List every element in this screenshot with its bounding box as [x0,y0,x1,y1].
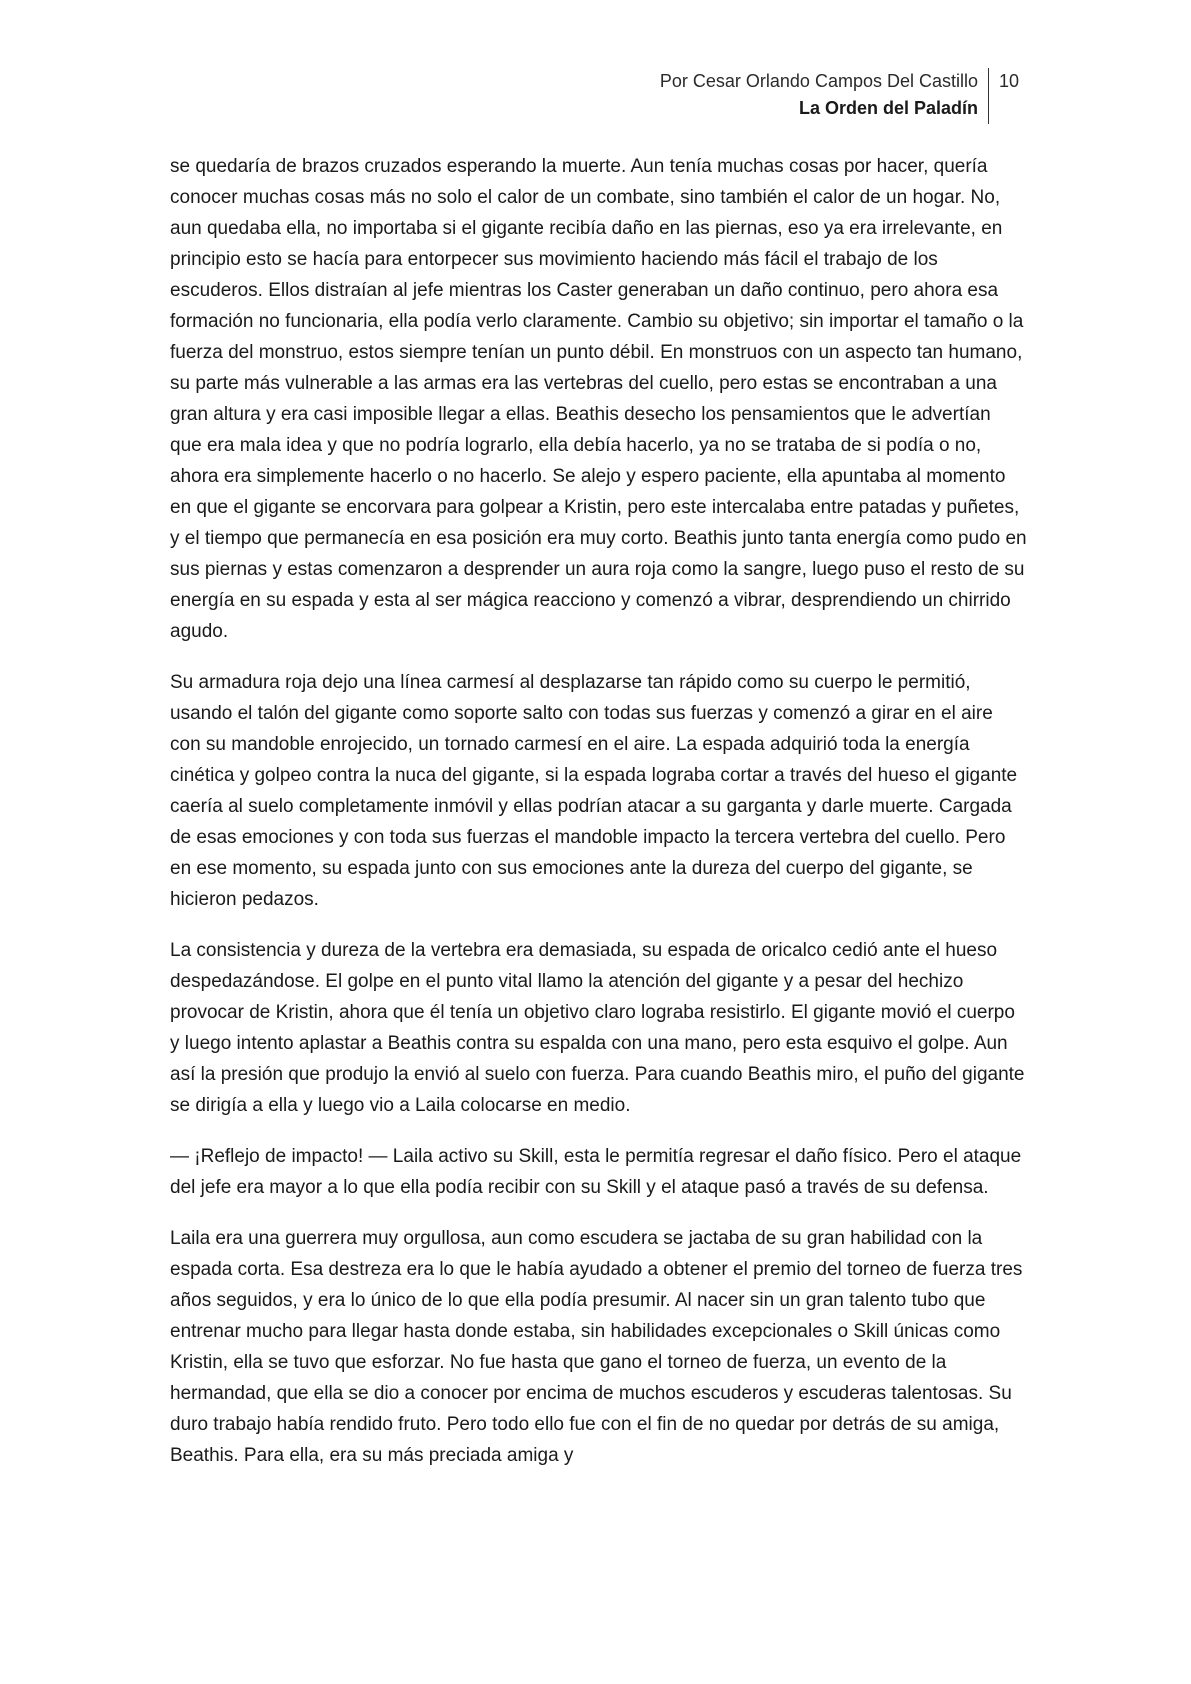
paragraph: Su armadura roja dejo una línea carmesí al desplazarse tan rápido como su cuerpo le permitió, usando el talón del gigante como soporte salto con todas sus fuerzas y comenzó a girar en el aire con su mandoble enrojecido, un tornado carmesí en el aire. La espada adquirió toda la energía cinética y golpeo contra la nuca del gigante, si la espada lograba cortar a través del hueso el gigante caería al suelo completamente inmóvil y ellas podrían atacar a su garganta y darle muerte. Cargada de esas emociones y con toda sus fuerzas el mandoble impacto la tercera vertebra del cuello. Pero en ese momento, su espada junto con sus emociones ante la dureza del cuerpo del gigante, se hicieron pedazos. [170,672,1018,910]
page-number: 10 [999,71,1020,91]
paragraph: La consistencia y dureza de la vertebra era demasiada, su espada de oricalco cedió ante el hueso despedazándose. El golpe en el punto vital llamo la atención del gigante y a pesar del hechizo provocar de Kristin, ahora que él tenía un objetivo claro lograba resistirlo. El gigante movió el cuerpo y luego intento aplastar a Beathis contra su espalda con una mano, pero esta esquivo el golpe. Aun así la presión que produjo la envió al suelo con fuerza. Para cuando Beathis miro, el puño del gigante se dirigía a ella y luego vio a Laila colocarse en medio. [170,940,1025,1116]
header-author: Por Cesar Orlando Campos Del Castillo [659,71,978,91]
body-text [170,151,1027,1491]
paragraph: se quedaría de brazos cruzados esperando la muerte. Aun tenía muchas cosas por hacer, quería conocer muchas cosas más no solo el calor de un combate, sino también el calor de un hogar. No, aun quedaba ella, no importaba si el gigante recibía daño en las piernas, eso ya era irrelevante, en principio esto se hacía para entorpecer sus movimiento haciendo más fácil el trabajo de los escuderos. Ellos distraían al jefe mientras los Caster generaban un daño continuo, pero ahora esa formación no funcionaria, ella podía verlo claramente. Cambio su objetivo; sin importar el tamaño o la fuerza del monstruo, estos siempre tenían un punto débil. En monstruos con un aspecto tan humano, su parte más vulnerable a las armas era las vertebras del cuello, pero estas se encontraban a una gran altura y era casi imposible llegar a ellas. Beathis desecho los pensamientos que le advertían que era mala idea y que no podría lograrlo, ella debía hacerlo, ya no se trataba de si podía o no, ahora era simplemente hacerlo o no hacerlo. Se alejo y espero paciente, ella apuntaba al momento en que el gigante se encorvara para golpear a Kristin, pero este intercalaba entre patadas y puñetes, y el tiempo que permanecía en esa posición era muy corto. Beathis junto tanta energía como pudo en sus piernas y estas comenzaron a desprender un aura roja como la sangre, luego puso el resto de su energía en su espada y esta al ser mágica reacciono y comenzó a vibrar, desprendiendo un chirrido agudo. [170,156,1027,642]
paragraph: Laila era una guerrera muy orgullosa, aun como escudera se jactaba de su gran habilidad con la espada corta. Esa destreza era lo que le había ayudado a obtener el premio del torneo de fuerza tres años seguidos, y era lo único de lo que ella podía presumir. Al nacer sin un gran talento tubo que entrenar mucho para llegar hasta donde estaba, sin habilidades excepcionales o Skill únicas como Kristin, ella se tuvo que esforzar. No fue hasta que gano el torneo de fuerza, un evento de la hermandad, que ella se dio a conocer por encima de muchos escuderos y escuderas talentosas. Su duro trabajo había rendido fruto. Pero todo ello fue con el fin de no quedar por detrás de su amiga, Beathis. Para ella, era su más preciada amiga y [170,1228,1023,1466]
page-header [660,68,1033,124]
header-book-title: La Orden del Paladín [798,98,978,118]
header-text-block [660,68,988,122]
paragraph: — ¡Reflejo de impacto! — Laila activo su Skill, esta le permitía regresar el daño físico. Pero el ataque del jefe era mayor a lo que ella podía recibir con su Skill y el ataque pasó a través de su defensa. [170,1146,1022,1198]
